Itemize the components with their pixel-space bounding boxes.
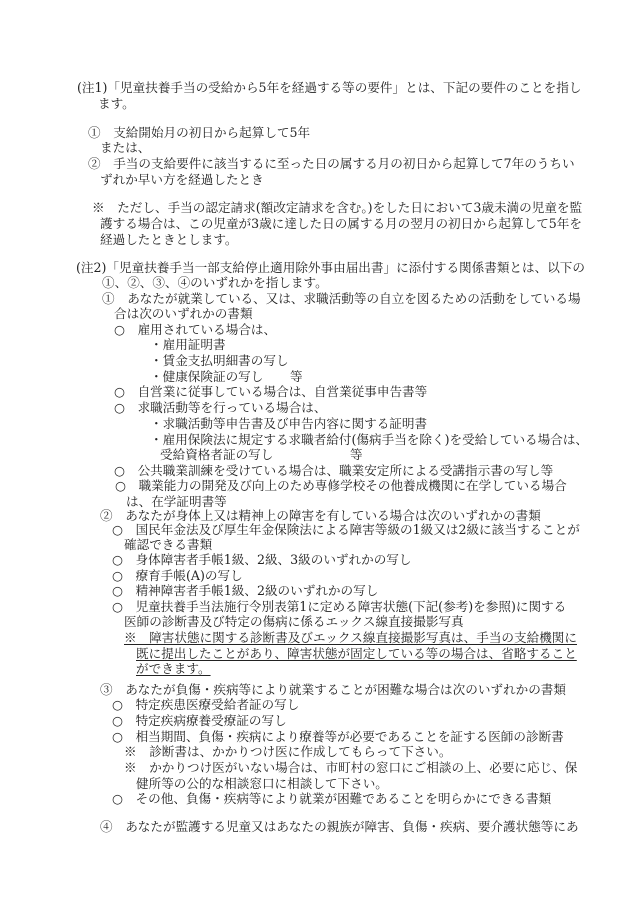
job-seeking-item: ○ 求職活動等を行っている場合は、 [114, 400, 327, 415]
note1-remark: ※ ただし、手当の認定請求(額改定請求を含む。)をした日において3歳未満の児童を監 [92, 200, 583, 215]
note1-heading: (注1)「児童扶養手当の受給から5年を経過する等の要件」とは、下記の要件のことを指し [77, 80, 582, 95]
note1-heading-cont: ます。 [98, 96, 135, 111]
section-2-remark-cont: ができます。 [136, 661, 211, 676]
pension-item: ○ 国民年金法及び厚生年金保険法による障害等級の1級又は2級に該当することが [112, 522, 580, 537]
physical-item: ○ 身体障害者手帳1級、2級、3級のいずれかの写し [112, 552, 412, 567]
section-3-other: ○ その他、負傷・疾病等により就業が困難であることを明らかにできる書類 [112, 791, 552, 806]
note2-heading-cont: ①、②、③、④のいずれかを指します。 [102, 275, 328, 290]
ryoiku-item: ○ 療育手帳(A)の写し [112, 568, 243, 583]
note1-or: または、 [100, 140, 151, 155]
note1-remark-cont: 経過したときとします。 [100, 232, 238, 247]
employed-item: ○ 雇用されている場合は、 [114, 322, 277, 337]
diagnosis-item-cont: 医師の診断書及び特定の傷病に係るエックス線直接撮影写真 [124, 614, 464, 629]
job-doc: 受給資格者証の写し [160, 447, 274, 462]
section-4-title: ④ あなたが監護する児童又はあなたの親族が障害、負傷・疾病、要介護状態等にあ [100, 819, 579, 834]
section-1-title: ① あなたが就業している、又は、求職活動等の自立を図るための活動をしている場 [102, 291, 581, 306]
diagnosis-item: ○ 児童扶養手当法施行令別表第1に定める障害状態(下記(参考)を参照)に関する [112, 599, 567, 614]
note1-item-2-cont: ずれか早い方を経過したとき [100, 172, 264, 187]
section-3-item: ○ 特定疾患医療受給者証の写し [112, 697, 300, 712]
note1-item-1: ① 支給開始月の初日から起算して5年 [88, 125, 311, 140]
section-2-remark: ※ 障害状態に関する診断書及びエックス線直接撮影写真は、手当の支給機関に [124, 630, 577, 645]
section-2-title: ② あなたが身体上又は精神上の障害を有している場合は次のいずれかの書類 [100, 508, 541, 523]
section-3-item: ○ 特定疾病療養受療証の写し [112, 713, 287, 728]
section-1-title-cont: 合は次のいずれかの書類 [114, 306, 253, 321]
self-employed-item: ○ 自営業に従事している場合は、自営業従事申告書等 [114, 384, 428, 399]
section-3-item: ○ 相当期間、負傷・疾病により療養等が必要であることを証する医師の診断書 [112, 729, 564, 744]
etc-label: 等 [350, 447, 363, 462]
mental-item: ○ 精神障害者手帳1級、2級のいずれかの写し [112, 583, 379, 598]
section-2-remark-cont: 既に提出したことがあり、障害状態が固定している等の場合は、省略すること [136, 646, 577, 661]
note2-heading: (注2)「児童扶養手当一部支給停止適用除外事由届出書」に添付する関係書類とは、以下の [76, 260, 585, 275]
job-doc: ・雇用保険法に規定する求職者給付(傷病手当を除く)を受給している場合は、 [150, 432, 589, 447]
pension-item-cont: 確認できる書類 [124, 537, 213, 552]
employed-doc: ・健康保険証の写し [150, 369, 264, 384]
employed-doc: ・賃金支払明細書の写し [150, 353, 289, 368]
note1-remark-cont: 護する場合は、この児童が3歳に達した日の属する月の翌月の初日から起算して5年を [100, 216, 582, 231]
school-item: ○ 職業能力の開発及び向上のため専修学校その他養成機関に在学している場合 [115, 478, 567, 493]
section-3-remark: ※ 診断書は、かかりつけ医に作成してもらって下さい。 [124, 744, 452, 759]
section-3-remark: ※ かかりつけ医がいない場合は、市町村の窓口にご相談の上、必要に応じ、保 [124, 760, 578, 775]
training-item: ○ 公共職業訓練を受けている場合は、職業安定所による受講指示書の写し等 [114, 463, 554, 478]
employed-doc: ・雇用証明書 [150, 337, 226, 352]
section-3-title: ③ あなたが負傷・疾病等により就業することが困難な場合は次のいずれかの書類 [100, 682, 566, 697]
job-doc: ・求職活動等申告書及び申告内容に関する証明書 [150, 416, 428, 431]
section-3-remark-cont: 健所等の公的な相談窓口に相談して下さい。 [136, 776, 388, 791]
note1-item-2: ② 手当の支給要件に該当するに至った日の属する月の初日から起算して7年のうちい [88, 156, 575, 171]
etc-label: 等 [290, 369, 303, 384]
school-item-cont: は、在学証明書等 [126, 494, 227, 509]
